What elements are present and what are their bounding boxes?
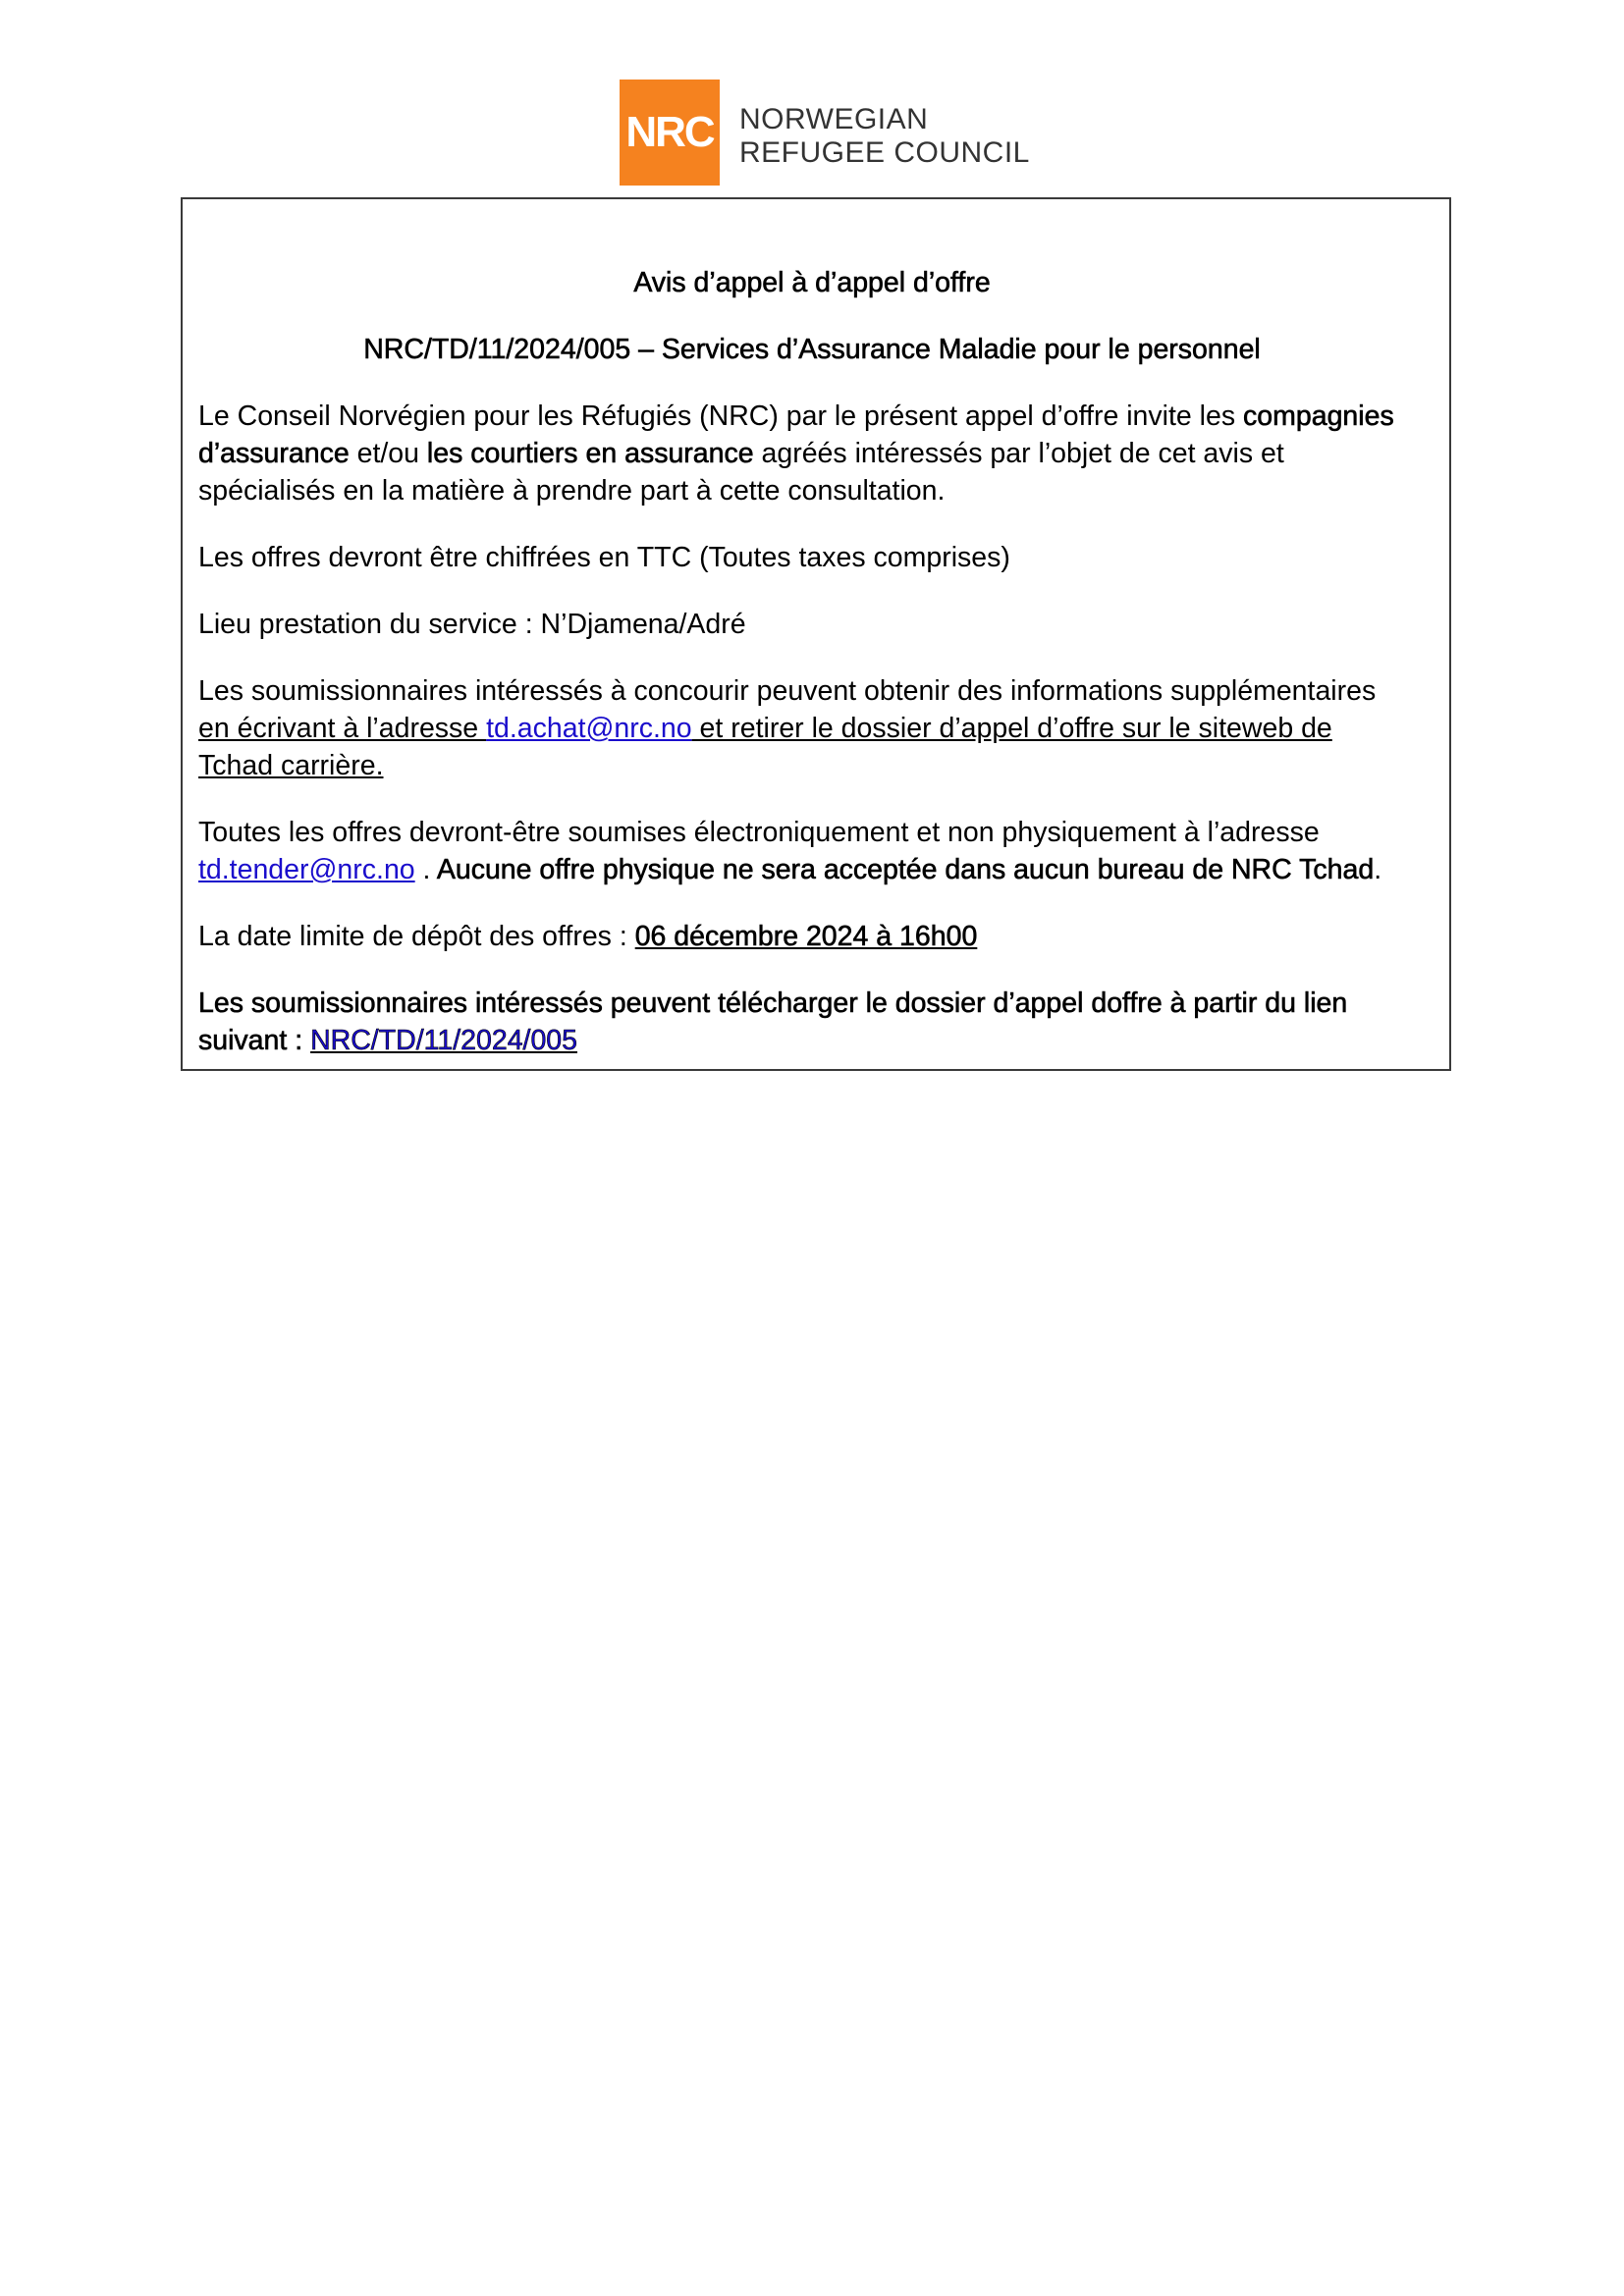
submission-paragraph: [198, 814, 1426, 888]
notice-reference-line: NRC/TD/11/2024/005 – Services d’Assurance Maladie pour le personnel: [363, 334, 1261, 365]
location-paragraph: Lieu prestation du service : N’Djamena/Adré: [198, 609, 746, 640]
nrc-logo: [620, 79, 1030, 187]
nrc-logo-wordmark: [739, 95, 1030, 170]
deadline-value: 06 décembre 2024 à 16h00: [634, 921, 978, 952]
intro-paragraph: [198, 398, 1426, 509]
submission-separator: .: [414, 854, 437, 885]
submission-end: .: [1374, 854, 1382, 885]
deadline-paragraph: [198, 918, 1426, 955]
notice-content: [198, 264, 1426, 1089]
intro-bold-brokers: les courtiers en assurance: [426, 438, 754, 469]
download-paragraph: [198, 985, 1426, 1059]
info-underlined-prefix: en écrivant à l’adresse: [198, 713, 487, 744]
logo-line-1: NORWEGIAN: [739, 103, 929, 135]
tender-email-link[interactable]: td.tender@nrc.no: [198, 854, 415, 885]
download-text: Les soumissionnaires intéressés peuvent télécharger le dossier d’appel doffre à partir du lien suivant :: [198, 988, 1348, 1056]
deadline-label: La date limite de dépôt des offres :: [198, 921, 635, 952]
info-paragraph: [198, 672, 1426, 784]
info-underlined-suffix: et retirer le dossier d’appel d’offre sur le siteweb de: [691, 713, 1332, 744]
nrc-logo-mark: NRC: [620, 80, 720, 186]
submission-bold-warning: Aucune offre physique ne sera acceptée dans aucun bureau de NRC Tchad: [436, 854, 1375, 885]
tender-notice-box: [181, 197, 1451, 1071]
intro-text-3: agréés intéressés par l’objet de cet avis et spécialisés en la matière à prendre part à cette consultation.: [198, 438, 1284, 507]
info-underlined-line-3: Tchad carrière.: [198, 750, 384, 781]
logo-line-2: REFUGEE COUNCIL: [739, 136, 1030, 169]
intro-text-2: et/ou: [349, 438, 427, 469]
intro-bold-insurers: compagnies d’assurance: [198, 400, 1394, 469]
pricing-paragraph: Les offres devront être chiffrées en TTC (Toutes taxes comprises): [198, 542, 1010, 573]
notice-title: Avis d’appel à d’appel d’offre: [633, 267, 991, 298]
info-line-1: Les soumissionnaires intéressés à concourir peuvent obtenir des informations supplémentaires: [198, 675, 1377, 707]
submission-text: Toutes les offres devront-être soumises électroniquement et non physiquement à l’adresse: [198, 817, 1320, 848]
intro-text-1: Le Conseil Norvégien pour les Réfugiés (NRC) par le présent appel d’offre invite les: [198, 400, 1244, 432]
purchase-email-link[interactable]: td.achat@nrc.no: [486, 713, 692, 744]
tender-document-link[interactable]: NRC/TD/11/2024/005: [310, 1025, 578, 1056]
